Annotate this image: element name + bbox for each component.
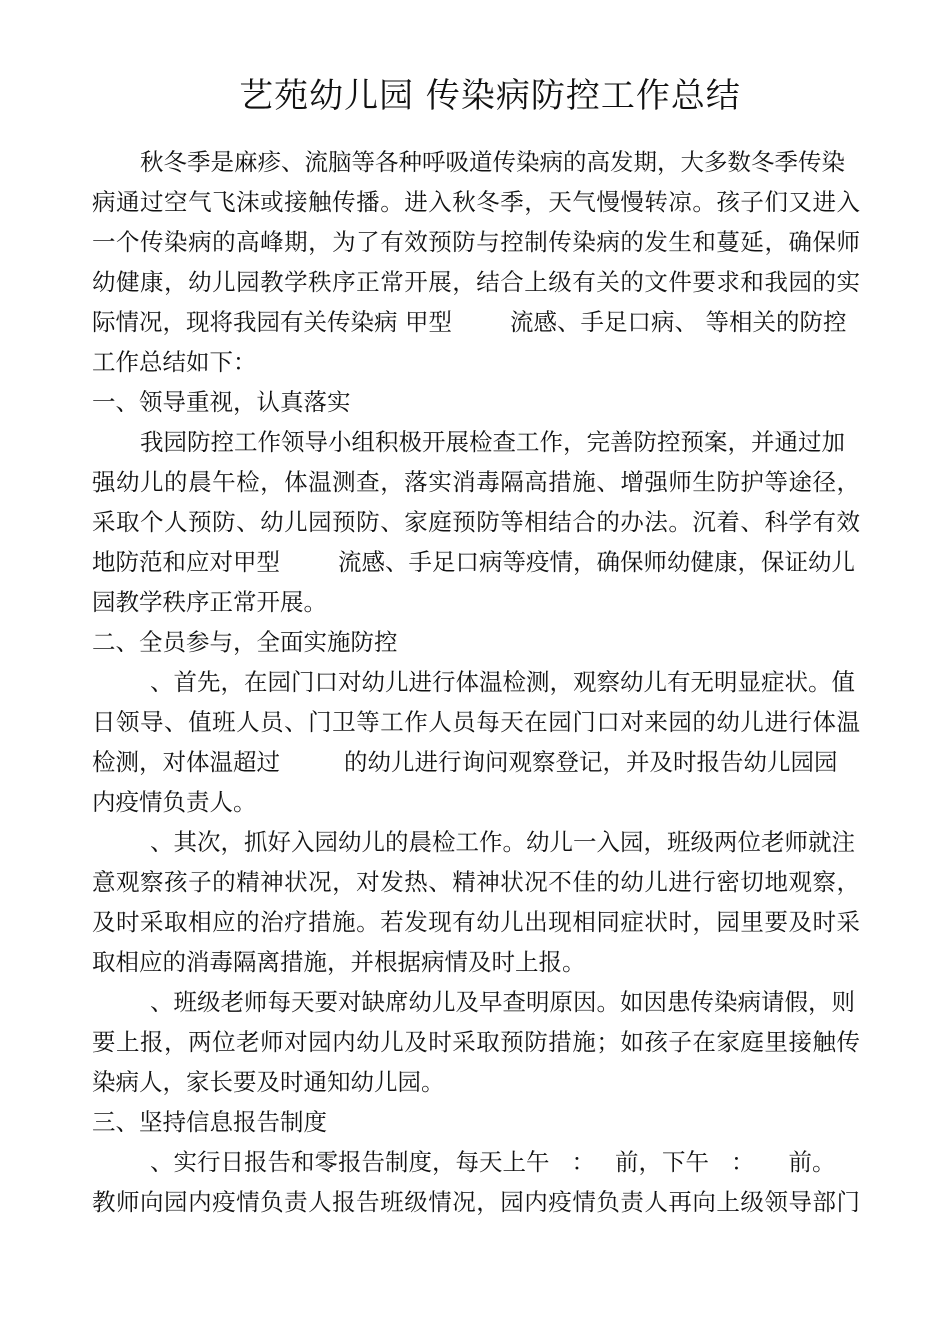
section-2-p3-line-1: 、班级老师每天要对缺席幼儿及早查明原因。如因患传染病请假，则: [150, 988, 855, 1016]
section-2-p2-line-3: 及时采取相应的治疗措施。若发现有幼儿出现相同症状时，园里要及时采: [92, 908, 860, 936]
section-2-p1-line-3-part-b: 的幼儿进行询问观察登记，并及时报告幼儿园园: [344, 748, 838, 776]
section-3-p1-line-2: 教师向园内疫情负责人报告班级情况，园内疫情负责人再向上级领导部门: [92, 1188, 860, 1216]
section-1-line-4: [92, 542, 855, 582]
intro-line-2: 病通过空气飞沫或接触传播。进入秋冬季，天气慢慢转凉。孩子们又进入: [92, 188, 860, 216]
section-3-p1-line-1: [150, 1142, 836, 1182]
time-colon: ：: [731, 1148, 755, 1176]
section-1-heading: 一、领导重视，认真落实: [92, 388, 351, 416]
section-1-line-4-part-b: 流感、手足口病等疫情，确保师幼健康，保证幼儿: [338, 548, 855, 576]
section-3-heading: 三、坚持信息报告制度: [92, 1108, 327, 1136]
section-2-p1-line-2: 日领导、值班人员、门卫等工作人员每天在园门口对来园的幼儿进行体温: [92, 708, 860, 736]
section-1-line-3: 采取个人预防、幼儿园预防、家庭预防等相结合的办法。沉着、科学有效: [92, 508, 860, 536]
section-2-p1-line-3: [92, 742, 838, 782]
section-2-p1-line-3-part-a: 检测，对体温超过: [92, 748, 280, 776]
intro-line-3: 一个传染病的高峰期，为了有效预防与控制传染病的发生和蔓延，确保师: [92, 228, 860, 256]
section-2-p1-line-1: 、首先，在园门口对幼儿进行体温检测，观察幼儿有无明显症状。值: [150, 668, 855, 696]
document-title: 艺苑幼儿园 传染病防控工作总结: [239, 76, 741, 116]
intro-line-6: 工作总结如下：: [92, 348, 257, 376]
section-3-p1-line-1-part-c: 前，下午: [615, 1148, 709, 1176]
section-2-p3-line-2: 要上报，两位老师对园内幼儿及时采取预防措施；如孩子在家庭里接触传: [92, 1028, 860, 1056]
intro-line-5: [92, 302, 846, 342]
section-2-p1-line-4: 内疫情负责人。: [92, 788, 257, 816]
section-1-line-2: 强幼儿的晨午检，体温测查，落实消毒隔高措施、增强师生防护等途径，: [92, 468, 860, 496]
intro-line-5-part-b: 流感、手足口病、 等相关的防控: [509, 308, 847, 336]
section-2-p2-line-1: 、其次，抓好入园幼儿的晨检工作。幼儿一入园，班级两位老师就注: [150, 828, 855, 856]
intro-line-5-part-a: 际情况，现将我园有关传染病 甲型: [92, 308, 452, 336]
section-1-line-4-part-a: 地防范和应对甲型: [92, 548, 280, 576]
time-colon: ：: [571, 1148, 595, 1176]
section-2-p3-line-3: 染病人，家长要及时通知幼儿园。: [92, 1068, 445, 1096]
intro-line-1: 秋冬季是麻疹、流脑等各种呼吸道传染病的高发期，大多数冬季传染: [140, 148, 845, 176]
section-1-line-1: 我园防控工作领导小组积极开展检查工作，完善防控预案，并通过加: [140, 428, 845, 456]
section-3-p1-line-1-part-a: 、实行日报告和零报告制度，每天上午: [150, 1148, 550, 1176]
section-2-p2-line-2: 意观察孩子的精神状况，对发热、精神状况不佳的幼儿进行密切地观察，: [92, 868, 860, 896]
section-2-p2-line-4: 取相应的消毒隔离措施，并根据病情及时上报。: [92, 948, 586, 976]
section-3-p1-line-1-part-e: 前。: [788, 1148, 836, 1176]
section-2-heading: 二、全员参与，全面实施防控: [92, 628, 398, 656]
intro-line-4: 幼健康，幼儿园教学秩序正常开展，结合上级有关的文件要求和我园的实: [92, 268, 860, 296]
section-1-line-5: 园教学秩序正常开展。: [92, 588, 327, 616]
